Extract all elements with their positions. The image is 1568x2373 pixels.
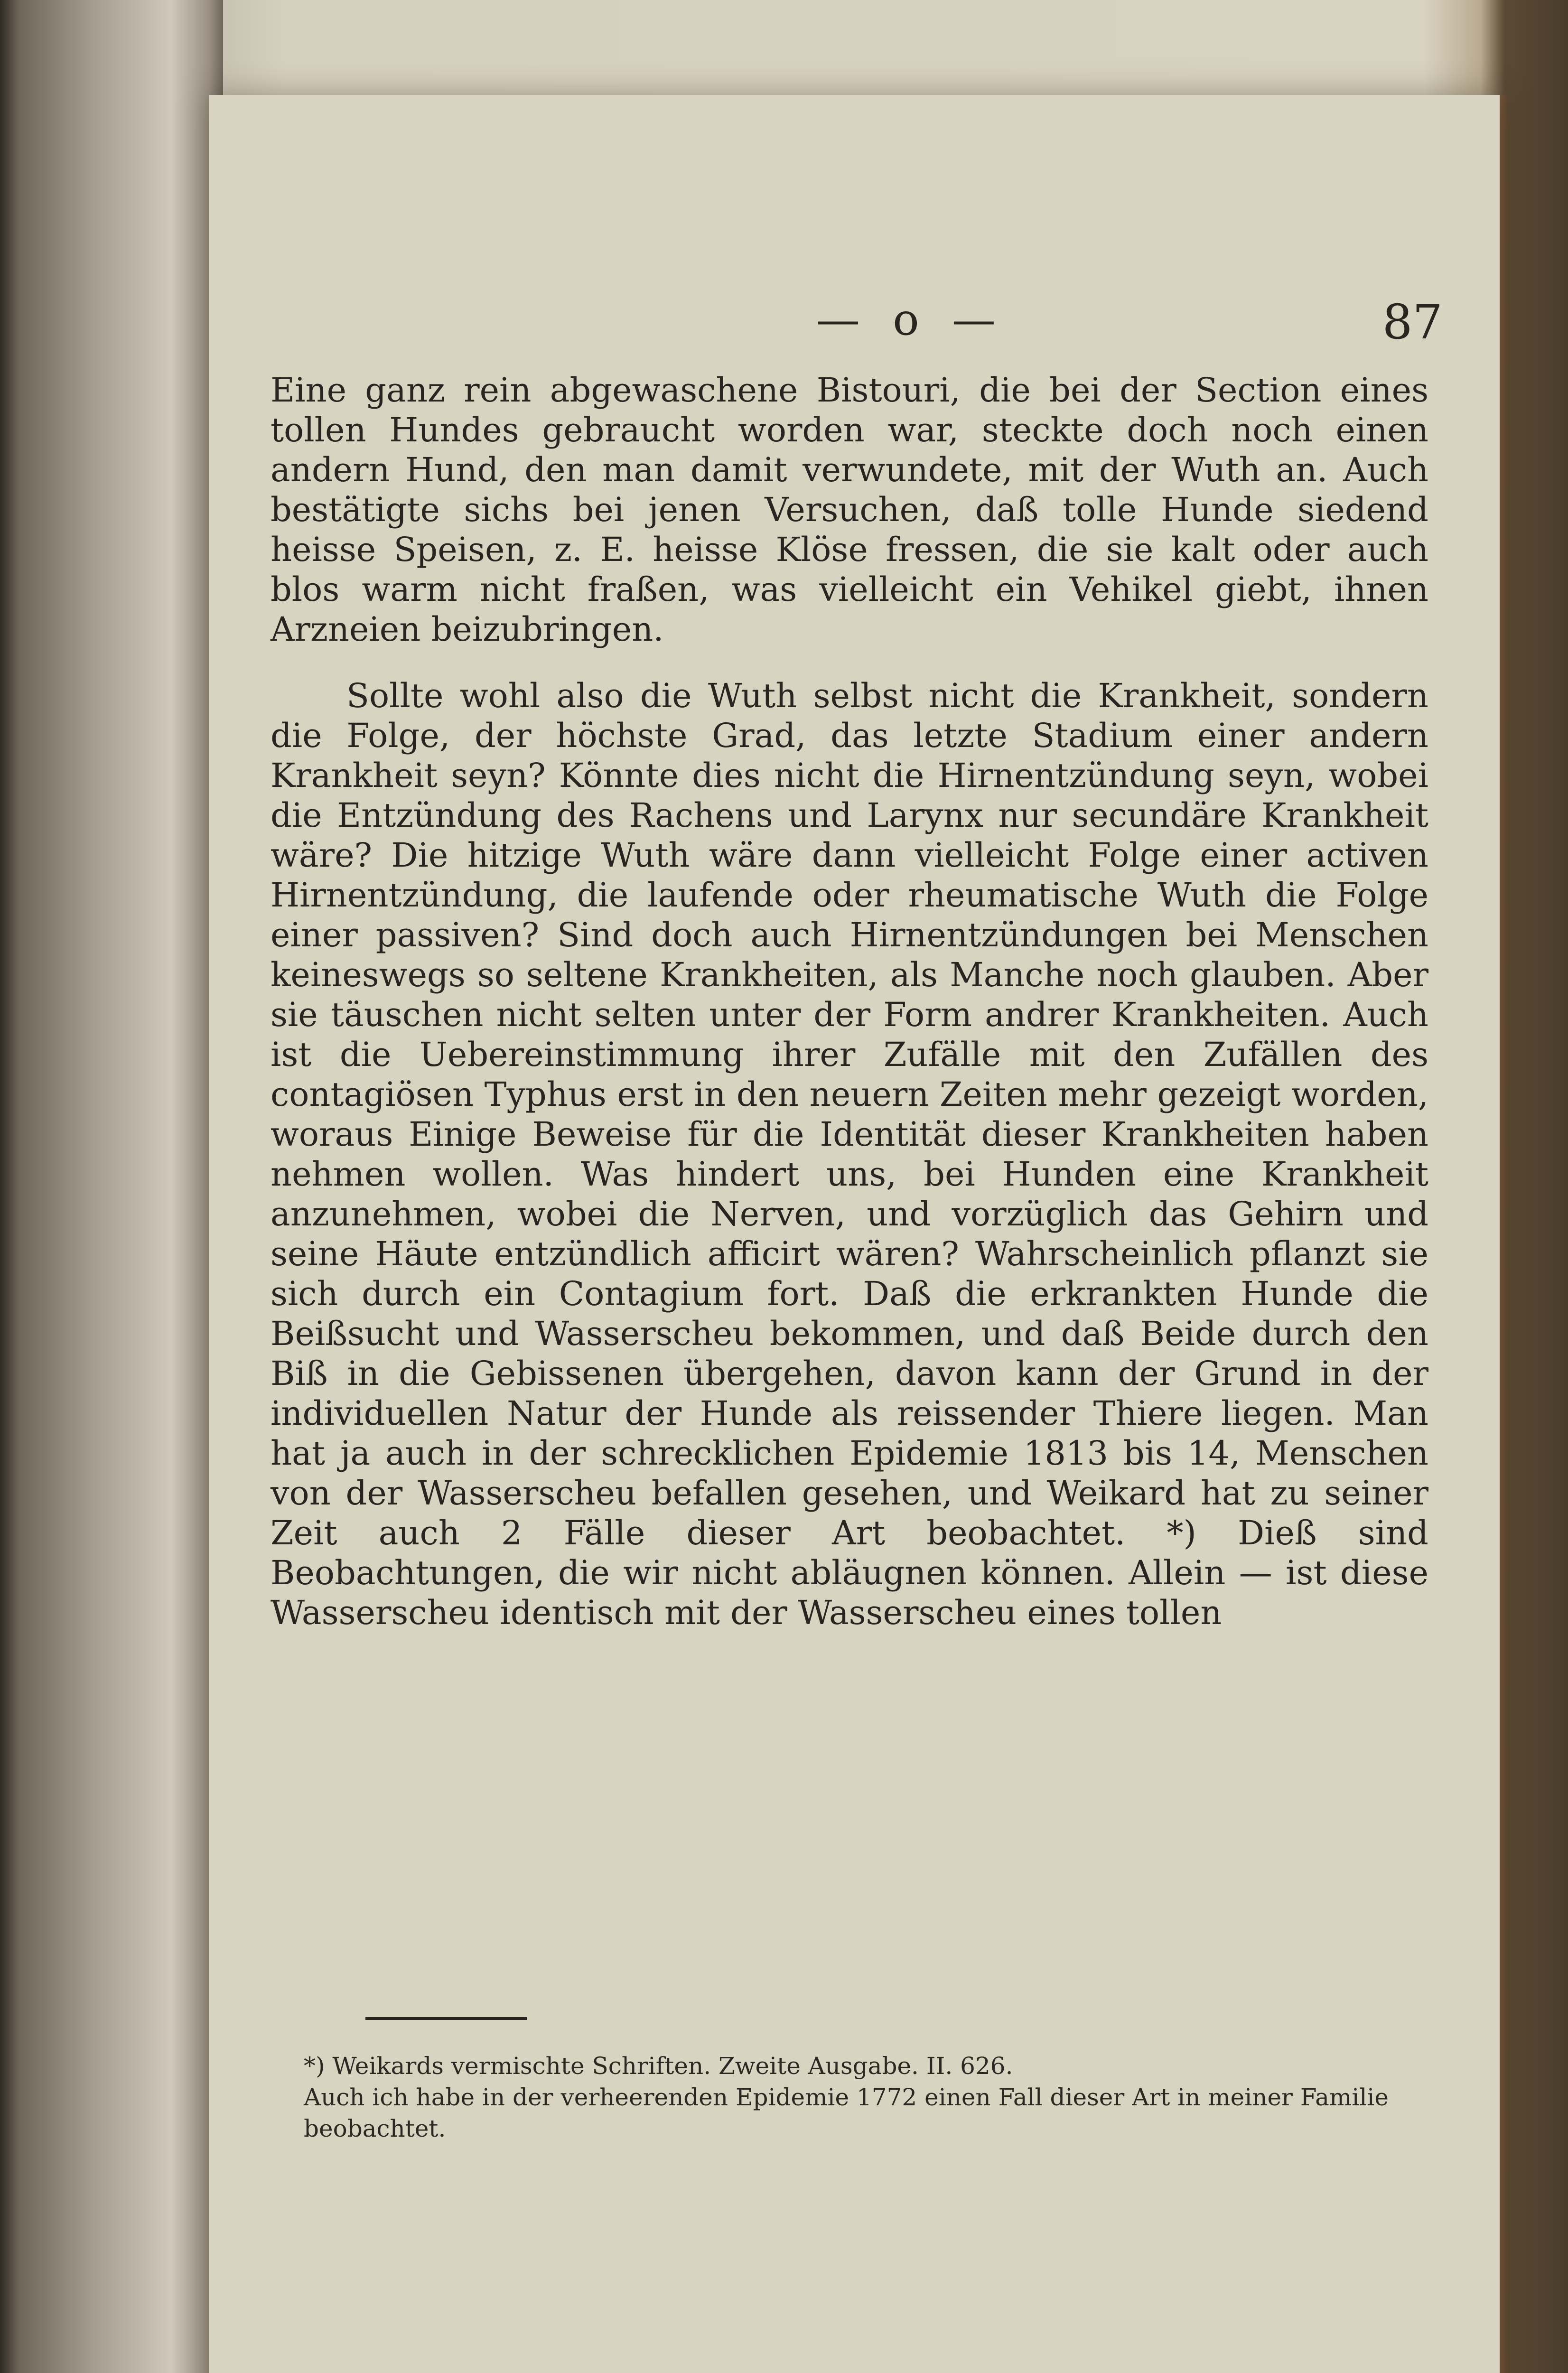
paragraph: Eine ganz rein abgewaschene Bistouri, die bei der Section eines tollen Hundes gebraucht worden war, steckte doch noch einen andern Hund, den man damit verwundete, mit der Wuth an. Auch bestätigte sichs bei jenen Versuchen, daß tolle Hunde siedend heisse Speisen, z. E. heisse Klöse fressen, die sie kalt oder auch blos warm nicht fraßen, was vielleicht ein Vehikel giebt, ihnen Arzneien beizubringen. — [271, 371, 1428, 649]
footnote-divider — [365, 2017, 527, 2020]
page-number: 87 — [1382, 294, 1443, 350]
paragraph: Sollte wohl also die Wuth selbst nicht die Krankheit, sondern die Folge, der höchste Grad, das letzte Stadium einer andern Krankheit seyn? Könnte dies nicht die Hirnentzündung seyn, wobei die Entzündung des Rachens und Larynx nur secundäre Krankheit wäre? Die hitzige Wuth wäre dann vielleicht Folge einer activen Hirnentzündung, die laufende oder rheumatische Wuth die Folge einer passiven? Sind doch auch Hirnentzündungen bei Menschen keineswegs so seltene Krankheiten, als Manche noch glauben. Aber sie täuschen nicht selten unter der Form andrer Krankheiten. Auch ist die Uebereinstimmung ihrer Zufälle mit den Zufällen des contagiösen Typhus erst in den neuern Zeiten mehr gezeigt worden, woraus Einige Beweise für die Identität dieser Krankheiten haben nehmen wollen. Was hindert uns, bei Hunden eine Krankheit anzunehmen, wobei die Nerven, und vorzüglich das Gehirn und seine Häute entzündlich afficirt wären? Wahrscheinlich pflanzt sie sich durch ein Contagium fort. Daß die erkrankten Hunde die Beißsucht und Wasserscheu bekommen, und daß Beide durch den Biß in die Gebissenen übergehen, davon kann der Grund in der individuellen Natur der Hunde als reissender Thiere liegen. Man hat ja auch in der schrecklichen Epidemie 1813 bis 14, Menschen von der Wasserscheu befallen gesehen, und Weikard hat zu seiner Zeit auch 2 Fälle dieser Art beobachtet. *) Dieß sind Beobachtungen, die wir nicht abläugnen können. Allein — ist diese Wasserscheu identisch mit der Wasserscheu eines tollen — [271, 676, 1428, 1632]
footnote-line: Auch ich habe in der verheerenden Epidemie 1772 einen Fall dieser Art in meiner Familie beobachtet. — [304, 2083, 1389, 2142]
footnote-line: *) Weikards vermischte Schriften. Zweite Ausgabe. II. 626. — [304, 2052, 1013, 2080]
page-header — [209, 294, 1462, 361]
header-ornament: — o — — [816, 294, 1005, 345]
footnote — [304, 2050, 1443, 2144]
book-page — [209, 95, 1500, 2373]
adjacent-page-edge — [0, 0, 223, 2373]
page-body — [271, 370, 1428, 1659]
